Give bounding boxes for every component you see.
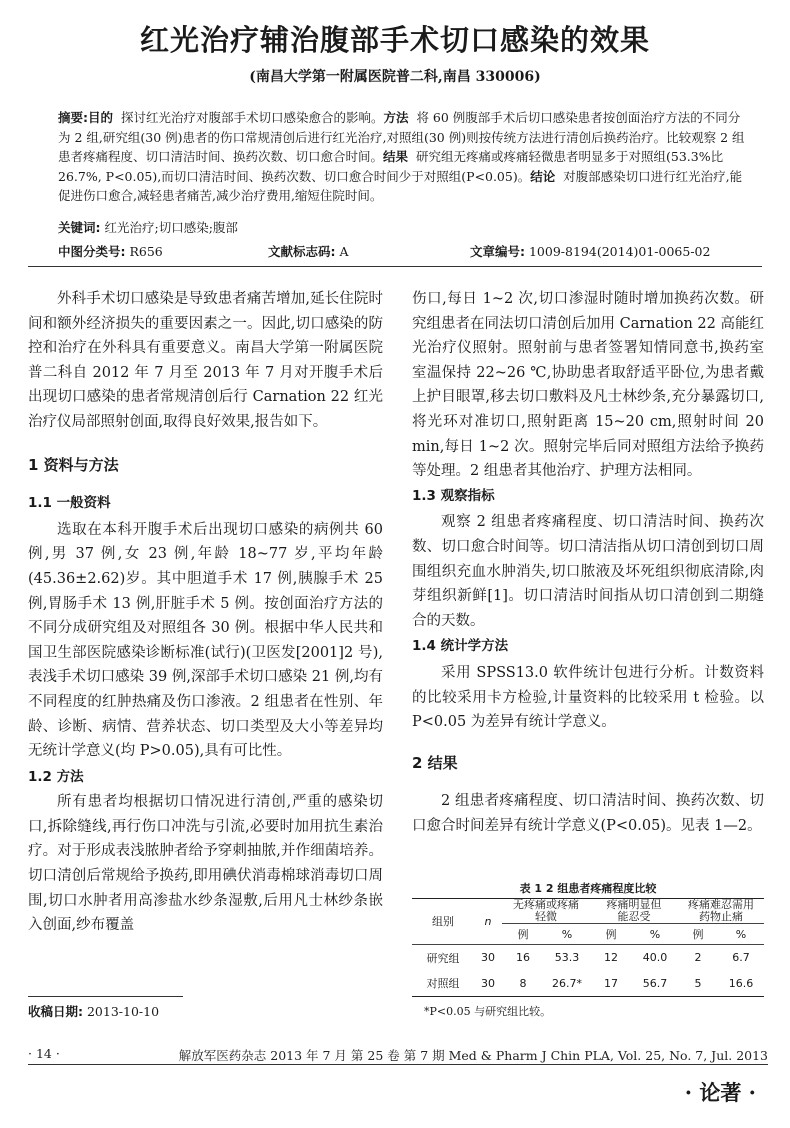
row-n: 30 bbox=[474, 971, 502, 997]
table-1-note: *P<0.05 与研究组比较。 bbox=[424, 1005, 552, 1018]
table-1-title: 表 1 2 组患者疼痛程度比较 bbox=[519, 882, 657, 895]
row-c-n: 5 bbox=[678, 971, 718, 997]
affiliation: (南昌大学第一附属医院普二科,南昌 330006) bbox=[249, 69, 541, 85]
clc-label: 中图分类号: bbox=[58, 244, 126, 259]
no-pain-label: 无疼痛或疼痛轻微 bbox=[513, 898, 579, 923]
row-b-p: 40.0 bbox=[632, 945, 678, 971]
doc-value: A bbox=[339, 244, 349, 259]
intro-paragraph: 外科手术切口感染是导致患者痛苦增加,延长住院时间和额外经济损失的重要因素之一。因此,切口感染的防控和治疗在外科具有重要意义。南昌大学第一附属医院普二科自 2012 年 7 月至 2013 年 7 月对开腹手术后出现切口感染的患者常规清创后行 Carnation 22 红光治疗仪局部照射创面,取得良好效果,报告如下。 bbox=[28, 291, 383, 430]
received-date bbox=[28, 1002, 159, 1020]
running-footer bbox=[28, 1046, 768, 1061]
section-1-1-heading: 1.1 一般资料 bbox=[28, 495, 111, 512]
header-divider bbox=[28, 266, 762, 267]
table-row bbox=[412, 971, 764, 997]
results-paragraph: 2 组患者疼痛程度、切口清洁时间、换药次数、切口愈合时间差异有统计学意义(P<0.05)。见表 1—2。 bbox=[412, 793, 764, 834]
row-c-p: 16.6 bbox=[718, 971, 764, 997]
table-1 bbox=[412, 898, 764, 1019]
abstract bbox=[58, 108, 748, 206]
document-code bbox=[268, 242, 349, 260]
col-header-severe bbox=[678, 899, 764, 924]
row-b-p: 56.7 bbox=[632, 971, 678, 997]
section-2-heading: 2 结果 bbox=[412, 753, 458, 772]
row-c-p: 6.7 bbox=[718, 945, 764, 971]
col-header-no-pain bbox=[502, 899, 590, 924]
conclusion-text: 对腹部感染切口进行红光治疗,能促进伤口愈合,减轻患者痛苦,减少治疗费用,缩短住院时间。 bbox=[58, 168, 743, 203]
row-a-n: 16 bbox=[502, 945, 544, 971]
art-value: 1009-8194(2014)01-0065-02 bbox=[528, 244, 711, 259]
keywords-text: 红光治疗;切口感染;腹部 bbox=[104, 220, 238, 235]
article-title: 红光治疗辅治腹部手术切口感染的效果 bbox=[139, 23, 650, 57]
abstract-label: 摘要: bbox=[58, 110, 88, 125]
tolerable-label: 疼痛明显但能忍受 bbox=[606, 898, 662, 923]
row-a-p: 26.7* bbox=[544, 971, 590, 997]
footnote-divider bbox=[28, 996, 183, 997]
objective-label: 目的 bbox=[88, 110, 114, 125]
row-a-p: 53.3 bbox=[544, 945, 590, 971]
page-number: · 14 · bbox=[28, 1046, 60, 1061]
row-b-n: 17 bbox=[590, 971, 632, 997]
journal-citation: 解放军医药杂志 2013 年 7 月 第 25 卷 第 7 期 Med & Pharm J Chin PLA, Vol. 25, No. 7, Jul. 2013 bbox=[178, 1048, 768, 1063]
received-label: 收稿日期: bbox=[28, 1004, 83, 1019]
section-tag: · 论著 · bbox=[684, 1080, 756, 1105]
left-column bbox=[28, 287, 383, 938]
received-value: 2013-10-10 bbox=[86, 1004, 160, 1019]
col-header-tolerable bbox=[590, 899, 678, 924]
row-b-n: 12 bbox=[590, 945, 632, 971]
sub-pct-c: % bbox=[735, 927, 747, 941]
sub-case-b: 例 bbox=[605, 928, 617, 941]
conclusion-label: 结论 bbox=[530, 168, 556, 184]
sub-case-c: 例 bbox=[692, 928, 704, 941]
statistics-paragraph: 采用 SPSS13.0 软件统计包进行分析。计数资料的比较采用卡方检验,计量资料的比较采用 t 检验。以 P<0.05 为差异有统计学意义。 bbox=[412, 664, 764, 731]
methods-paragraph-cont: 伤口,每日 1~2 次,切口渗湿时随时增加换药次数。研究组患者在同法切口清创后加用 Carnation 22 高能红光治疗仪照射。照射前与患者签署知情同意书,换药室室温保持 22~26 ℃,协助患者取舒适平卧位,为患者戴上护目眼罩,移去切口敷料及凡士林纱条,充分暴露切口,将光环对准切口,照射距离 15~20 cm,照射时间 20 min,每日 1~2 次。照射完毕后同对照组方法给予换药等处理。2 组患者其他治疗、护理方法相同。 bbox=[412, 291, 764, 480]
section-1-3-heading: 1.3 观察指标 bbox=[412, 487, 495, 504]
art-label: 文章编号: bbox=[470, 244, 525, 259]
row-a-n: 8 bbox=[502, 971, 544, 997]
row-group: 对照组 bbox=[412, 971, 474, 997]
section-1-4-heading: 1.4 统计学方法 bbox=[412, 638, 509, 655]
clc-value: R656 bbox=[129, 244, 163, 259]
section-1-2-heading: 1.2 方法 bbox=[28, 768, 84, 785]
methods-label: 方法 bbox=[383, 110, 409, 125]
table-row bbox=[412, 945, 764, 971]
keywords-label: 关键词: bbox=[58, 220, 101, 235]
col-header-group: 组别 bbox=[412, 899, 474, 945]
severe-label: 疼痛难忍需用药物止痛 bbox=[688, 898, 754, 923]
sub-case-a: 例 bbox=[517, 928, 529, 941]
row-group: 研究组 bbox=[412, 945, 474, 971]
sub-pct-a: % bbox=[561, 927, 573, 941]
row-c-n: 2 bbox=[678, 945, 718, 971]
footer-divider bbox=[28, 1064, 768, 1065]
col-header-n: n bbox=[474, 899, 502, 945]
objective-text: 探讨红光治疗对腹部手术切口感染愈合的影响。 bbox=[120, 110, 384, 125]
results-text: 研究组无疼痛或疼痛轻微患者明显多于对照组(53.3%比 26.7%, P<0.05),而切口清洁时间、换药次数、切口愈合时间少于对照组(P<0.05)。 bbox=[58, 149, 724, 184]
sub-pct-b: % bbox=[649, 927, 661, 941]
observation-paragraph: 观察 2 组患者疼痛程度、切口清洁时间、换药次数、切口愈合时间等。切口清洁指从切口清创到切口周围组织充血水肿消失,切口脓液及坏死组织彻底清除,肉芽组织新鲜[1]。切口清洁时间指从切口清创到二期缝合的天数。 bbox=[412, 514, 764, 629]
clc-number bbox=[58, 242, 163, 260]
doc-label: 文献标志码: bbox=[268, 244, 336, 259]
row-n: 30 bbox=[474, 945, 502, 971]
results-label: 结果 bbox=[383, 149, 409, 164]
general-data-paragraph: 选取在本科开腹手术后出现切口感染的病例共 60 例,男 37 例,女 23 例,年龄 18~77 岁,平均年龄(45.36±2.62)岁。其中胆道手术 17 例,胰腺手术 25 例,胃肠手术 13 例,肝脏手术 5 例。按创面治疗方法的不同分成研究组及对照组各 30 例。根据中华人民共和国卫生部医院感染诊断标准(试行)(卫医发[2001]2 号),表浅手术切口感染 39 例,深部手术切口感染 21 例,均有不同程度的红肿热痛及伤口渗液。2 组患者在性别、年龄、诊断、病情、营养状态、切口类型及大小等差异均无统计学意义(均 P>0.05),具有可比性。 bbox=[28, 521, 383, 760]
article-number bbox=[470, 242, 710, 260]
right-column bbox=[412, 287, 764, 838]
methods-paragraph: 所有患者均根据切口情况进行清创,严重的感染切口,拆除缝线,再行伤口冲洗与引流,必要时加用抗生素治疗。对于形成表浅脓肿者给予穿刺抽脓,并作细菌培养。切口清创后常规给予换药,即用碘伏消毒棉球消毒切口周围,切口水肿者用高渗盐水纱条湿敷,后用凡士林纱条嵌入创面,纱布覆盖 bbox=[28, 794, 383, 934]
section-1-heading: 1 资料与方法 bbox=[28, 455, 119, 474]
methods-text: 将 60 例腹部手术后切口感染患者按创面治疗方法的不同分为 2 组,研究组(30 例)患者的伤口常规清创后进行红光治疗,对照组(30 例)则按传统方法进行清创后换药治疗。比较观察 2 组患者疼痛程度、切口清洁时间、换药次数、切口愈合时间。 bbox=[58, 110, 745, 164]
keywords bbox=[58, 218, 238, 236]
